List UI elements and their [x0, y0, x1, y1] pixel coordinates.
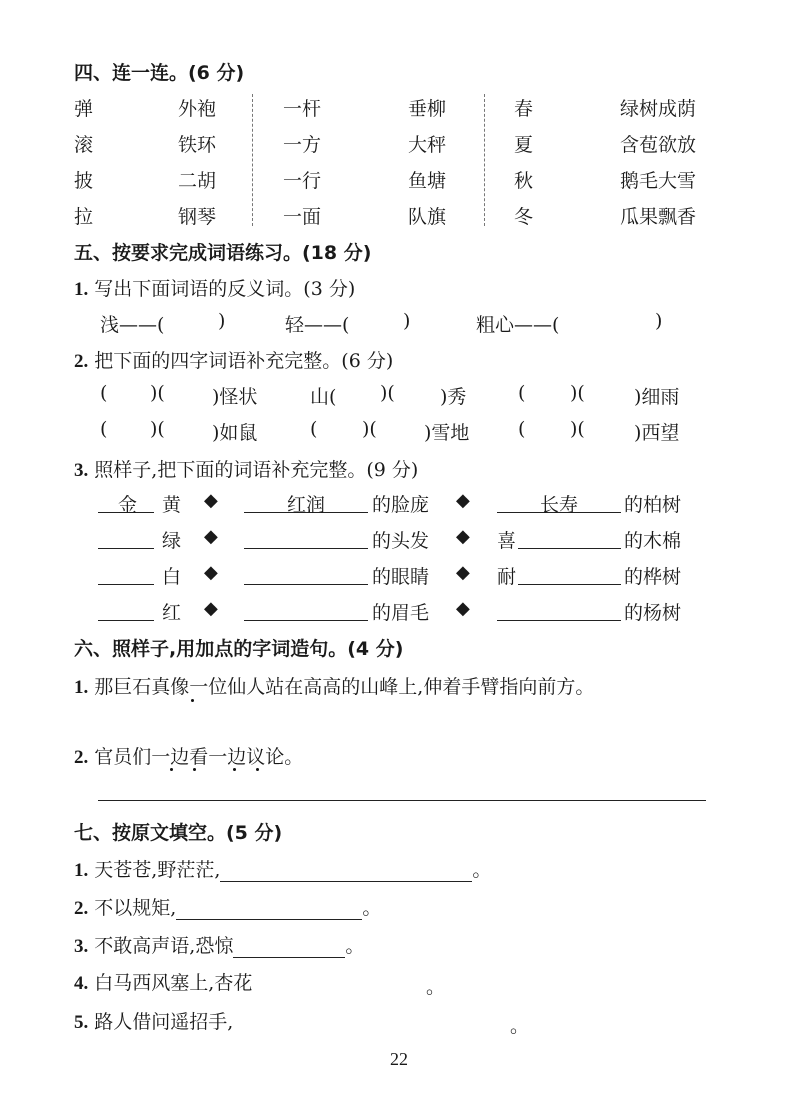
word-char: 黄 — [162, 494, 182, 516]
question-5-2 — [74, 346, 393, 373]
antonym-item: 粗心——( — [476, 314, 560, 336]
match-item: 披 — [74, 170, 94, 192]
question-5-3 — [74, 455, 418, 482]
word-suffix: 的木棉 — [624, 530, 682, 552]
answer-blank[interactable] — [244, 584, 368, 585]
question-number: 2. — [74, 898, 89, 919]
answer-blank[interactable] — [98, 548, 154, 549]
answer-blank[interactable] — [233, 935, 345, 958]
end-mark: 。 — [345, 935, 365, 957]
idiom-part: )( — [150, 418, 165, 440]
match-item: 一杆 — [283, 98, 322, 120]
question-number: 1. — [74, 860, 89, 881]
word-char: 耐 — [497, 566, 517, 588]
match-item: 绿树成荫 — [620, 98, 697, 120]
match-item: 二胡 — [178, 170, 217, 192]
fill-item — [74, 855, 491, 882]
idiom-part: )( — [570, 418, 585, 440]
question-text: 那巨石真像一位仙人站在高高的山峰上,伸着手臂指向前方。 — [94, 676, 595, 698]
answer-blank[interactable] — [518, 548, 621, 549]
question-text: 路人借问遥招手, — [94, 1011, 234, 1033]
question-number: 2. — [74, 747, 89, 768]
question-text: 写出下面词语的反义词。(3 分) — [94, 278, 356, 300]
idiom-part: )( — [362, 418, 377, 440]
emphasis-dot — [170, 768, 173, 771]
idiom-part: )细雨 — [634, 386, 680, 408]
question-text: 把下面的四字词语补充完整。(6 分) — [94, 350, 394, 372]
emphasis-dot — [256, 768, 259, 771]
match-item: 含苞欲放 — [620, 134, 697, 156]
emphasis-dot — [191, 699, 194, 702]
question-text: 不以规矩, — [94, 897, 177, 919]
antonym-item: 轻——( — [285, 314, 350, 336]
question-number: 4. — [74, 973, 89, 994]
match-item: 冬 — [514, 206, 534, 228]
example-fill: 金 — [118, 494, 138, 516]
match-item: 队旗 — [408, 206, 447, 228]
question-number: 5. — [74, 1012, 89, 1033]
diamond-icon: ◆ — [204, 562, 218, 583]
idiom-part: )( — [150, 382, 165, 404]
idiom-part: ( — [310, 418, 318, 440]
answer-blank[interactable] — [497, 620, 621, 621]
section-7-title: 七、按原文填空。(5 分) — [74, 822, 283, 844]
idiom-part: )( — [570, 382, 585, 404]
match-item: 铁环 — [178, 134, 217, 156]
answer-blank[interactable] — [98, 584, 154, 585]
word-char: 喜 — [497, 530, 517, 552]
diamond-icon: ◆ — [456, 562, 470, 583]
question-5-1 — [74, 274, 355, 301]
question-text: 官员们一边看一边议论。 — [94, 746, 304, 768]
question-number: 1. — [74, 677, 89, 698]
emphasis-dot — [233, 768, 236, 771]
diamond-icon: ◆ — [456, 526, 470, 547]
question-number: 1. — [74, 279, 89, 300]
word-suffix: 的头发 — [372, 530, 430, 552]
example-fill: 红润 — [286, 494, 325, 516]
column-divider — [252, 94, 253, 226]
question-number: 3. — [74, 936, 89, 957]
word-char: 白 — [162, 566, 182, 588]
word-suffix: 的杨树 — [624, 602, 682, 624]
end-mark: 。 — [510, 1015, 530, 1037]
word-suffix: 的眉毛 — [372, 602, 430, 624]
word-char: 绿 — [162, 530, 182, 552]
end-mark: 。 — [362, 897, 382, 919]
antonym-close: ) — [403, 310, 411, 332]
match-item: 一行 — [283, 170, 322, 192]
match-item: 钢琴 — [178, 206, 217, 228]
answer-blank[interactable] — [518, 584, 621, 585]
end-mark: 。 — [426, 976, 446, 998]
diamond-icon: ◆ — [204, 598, 218, 619]
page-number: 22 — [390, 1049, 408, 1069]
match-item: 滚 — [74, 134, 94, 156]
section-5-title: 五、按要求完成词语练习。(18 分) — [74, 242, 372, 264]
match-item: 瓜果飘香 — [620, 206, 697, 228]
idiom-part: ( — [518, 382, 526, 404]
match-item: 大秤 — [408, 134, 447, 156]
fill-item — [74, 931, 364, 958]
example-fill: 长寿 — [539, 494, 578, 516]
section-6-title: 六、照样子,用加点的字词造句。(4 分) — [74, 638, 404, 660]
idiom-part: )西望 — [634, 422, 680, 444]
end-mark: 。 — [472, 859, 492, 881]
answer-blank[interactable] — [244, 620, 368, 621]
idiom-part: )怪状 — [212, 386, 258, 408]
fill-item — [74, 968, 252, 995]
answer-blank[interactable] — [176, 897, 362, 920]
question-number: 2. — [74, 351, 89, 372]
fill-item — [74, 1007, 233, 1034]
match-item: 垂柳 — [408, 98, 447, 120]
match-item: 弹 — [74, 98, 94, 120]
question-text: 不敢高声语,恐惊 — [94, 935, 234, 957]
match-item: 外袍 — [178, 98, 217, 120]
word-char: 红 — [162, 602, 182, 624]
answer-blank[interactable] — [244, 548, 368, 549]
column-divider — [484, 94, 485, 226]
idiom-part: 山( — [310, 386, 337, 408]
idiom-part: ( — [518, 418, 526, 440]
match-item: 春 — [514, 98, 534, 120]
idiom-part: ( — [100, 382, 108, 404]
match-item: 一面 — [283, 206, 322, 228]
antonym-item: 浅——( — [100, 314, 165, 336]
answer-blank[interactable] — [98, 620, 154, 621]
question-number: 3. — [74, 460, 89, 481]
diamond-icon: ◆ — [456, 598, 470, 619]
diamond-icon: ◆ — [204, 490, 218, 511]
question-6-1 — [74, 672, 594, 699]
idiom-part: )( — [380, 382, 395, 404]
match-item: 拉 — [74, 206, 94, 228]
idiom-part: )秀 — [440, 386, 467, 408]
emphasis-dot — [193, 768, 196, 771]
idiom-part: ( — [100, 418, 108, 440]
word-suffix: 的脸庞 — [372, 494, 430, 516]
question-text: 白马西风塞上,杏花 — [94, 972, 253, 994]
match-item: 夏 — [514, 134, 534, 156]
sentence-answer-line[interactable] — [98, 800, 706, 801]
fill-item — [74, 893, 381, 920]
word-suffix: 的眼睛 — [372, 566, 430, 588]
question-6-2 — [74, 742, 303, 769]
antonym-close: ) — [218, 310, 226, 332]
diamond-icon: ◆ — [204, 526, 218, 547]
idiom-part: )雪地 — [424, 422, 470, 444]
idiom-part: )如鼠 — [212, 422, 258, 444]
question-text: 照样子,把下面的词语补充完整。(9 分) — [94, 459, 419, 481]
match-item: 秋 — [514, 170, 534, 192]
match-item: 鱼塘 — [408, 170, 447, 192]
match-item: 鹅毛大雪 — [620, 170, 697, 192]
diamond-icon: ◆ — [456, 490, 470, 511]
word-suffix: 的桦树 — [624, 566, 682, 588]
section-4-title: 四、连一连。(6 分) — [74, 62, 245, 84]
answer-blank[interactable] — [220, 859, 472, 882]
word-suffix: 的柏树 — [624, 494, 682, 516]
question-text: 天苍苍,野茫茫, — [94, 859, 221, 881]
antonym-close: ) — [655, 310, 663, 332]
match-item: 一方 — [283, 134, 322, 156]
